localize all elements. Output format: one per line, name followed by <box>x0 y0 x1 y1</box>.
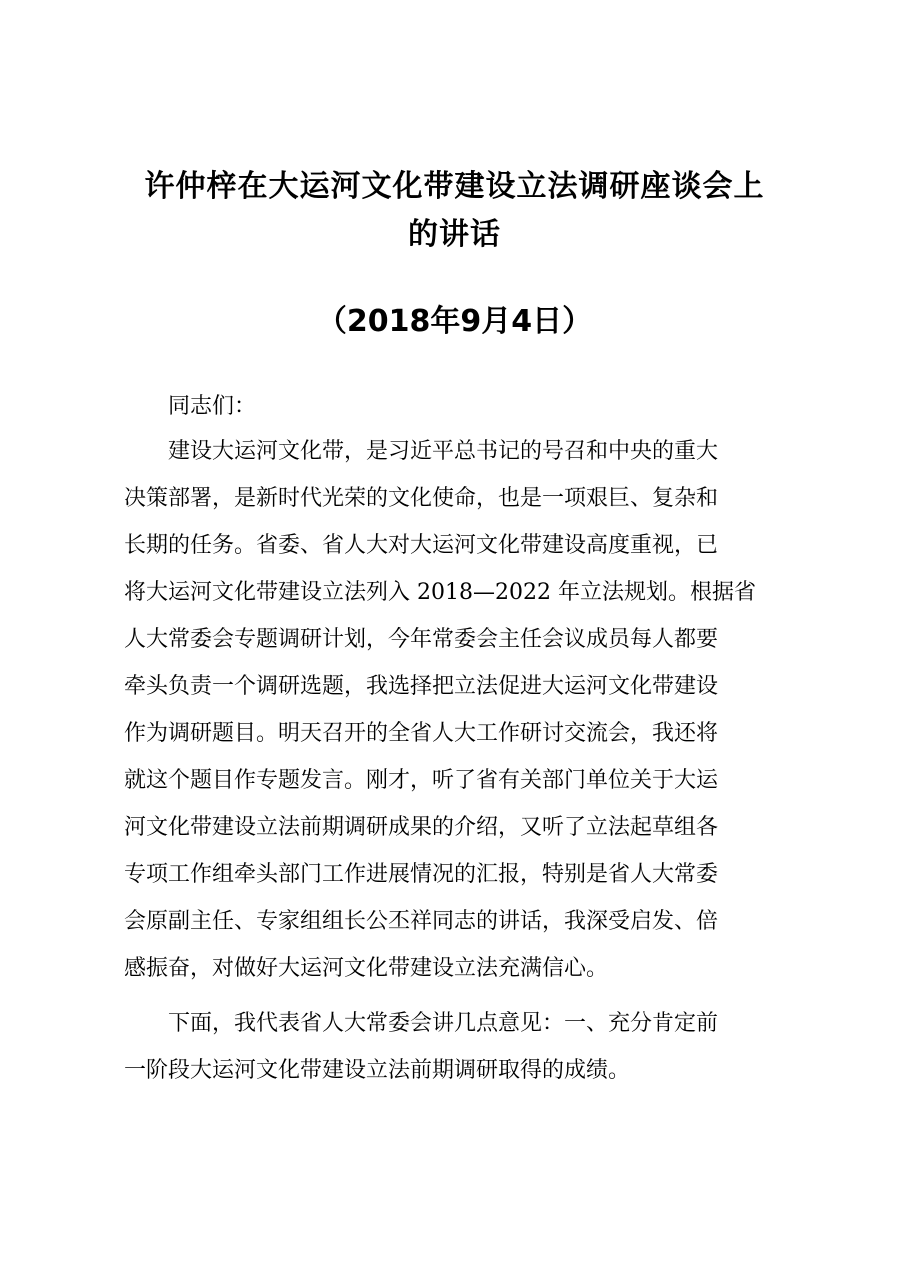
paragraph-1-line: 决策部署，是新时代光荣的文化使命，也是一项艰巨、复杂和 <box>124 486 719 511</box>
paragraph-1-line: 专项工作组牵头部门工作进展情况的汇报，特别是省人大常委 <box>124 862 719 887</box>
document-title-line-1: 许仲梓在大运河文化带建设立法调研座谈会上 <box>144 169 765 204</box>
paragraph-2-line: 一阶段大运河文化带建设立法前期调研取得的成绩。 <box>124 1058 631 1083</box>
paragraph-1-line: 人大常委会专题调研计划，今年常委会主任会议成员每人都要 <box>124 627 719 652</box>
paragraph-1-line: 会原副主任、专家组组长公丕祥同志的讲话，我深受启发、倍 <box>124 909 719 934</box>
salutation: 同志们： <box>168 394 257 419</box>
paragraph-1-line: 河文化带建设立法前期调研成果的介绍，又听了立法起草组各 <box>124 815 719 840</box>
paragraph-1-line: 作为调研题目。明天召开的全省人大工作研讨交流会，我还将 <box>124 721 719 746</box>
paragraph-1-line: 就这个题目作专题发言。刚才，听了省有关部门单位关于大运 <box>124 768 719 793</box>
paragraph-1-line: 牵头负责一个调研选题，我选择把立法促进大运河文化带建设 <box>124 674 719 699</box>
speech-date: （2018年9月4日） <box>316 304 593 339</box>
paragraph-1-line: 感振奋，对做好大运河文化带建设立法充满信心。 <box>124 956 609 981</box>
paragraph-1-line: 将大运河文化带建设立法列入 2018—2022 年立法规划。根据省 <box>124 580 756 605</box>
paragraph-1-line: 建设大运河文化带，是习近平总书记的号召和中央的重大 <box>168 439 719 464</box>
document-title-line-2: 的讲话 <box>408 217 501 252</box>
paragraph-2-line: 下面，我代表省人大常委会讲几点意见：一、充分肯定前 <box>168 1011 719 1036</box>
paragraph-1-line: 长期的任务。省委、省人大对大运河文化带建设高度重视，已 <box>124 533 719 558</box>
